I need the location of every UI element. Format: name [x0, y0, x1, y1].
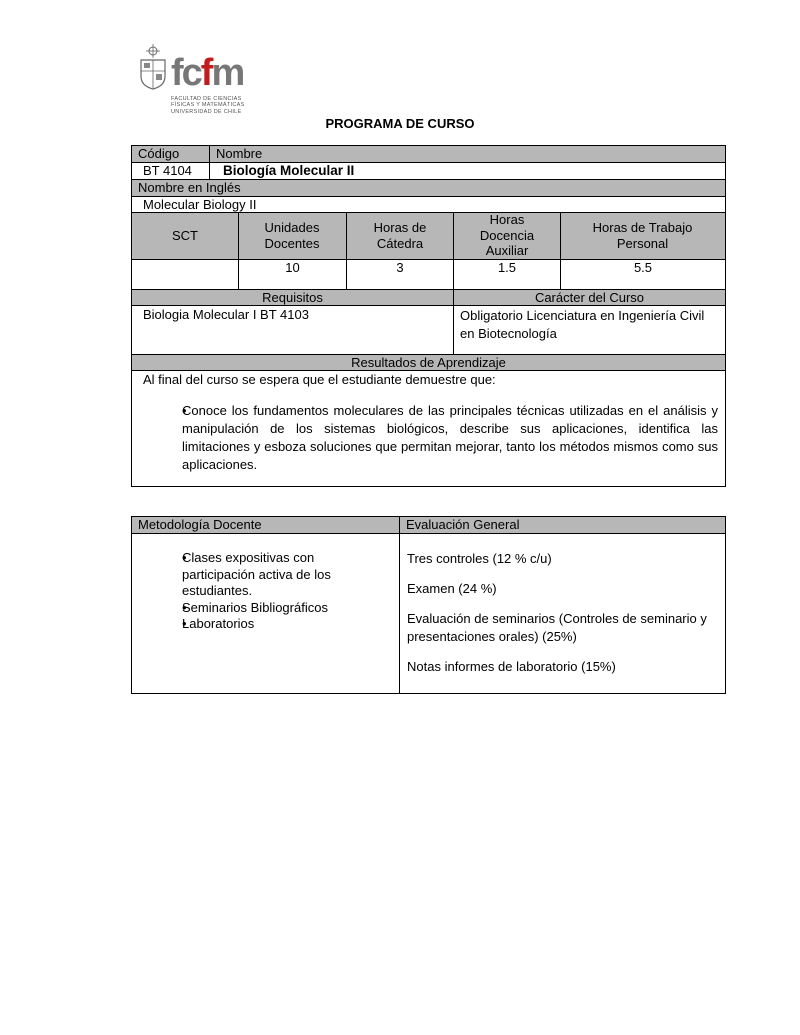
course-name: Biología Molecular II: [223, 163, 355, 178]
page-title: PROGRAMA DE CURSO: [325, 116, 475, 131]
english-name: Molecular Biology II: [143, 197, 257, 212]
evaluacion-header: Evaluación General: [400, 517, 725, 533]
list-item: • Laboratorios: [164, 616, 374, 633]
resultados-list: [164, 402, 718, 474]
evaluacion-item: Notas informes de laboratorio (15%): [407, 659, 616, 674]
resultados-intro: Al final del curso se espera que el estudiante demuestre que:: [143, 372, 496, 387]
english-name-header: Nombre en Inglés: [132, 180, 725, 196]
course-code: BT 4104: [143, 163, 192, 178]
resultados-header: Resultados de Aprendizaje: [132, 355, 725, 370]
requisitos-value: Biologia Molecular I BT 4103: [143, 307, 309, 322]
metodologia-list: [164, 550, 374, 633]
list-item: • Clases expositivas con participación activa de los estudiantes.: [164, 550, 374, 600]
evaluacion-list: [400, 550, 725, 676]
horas-catedra-header: Horas de Cátedra: [373, 220, 427, 251]
faculty-logo: [137, 44, 252, 120]
horas-trabajo-header: Horas de Trabajo Personal: [592, 220, 693, 251]
horas-catedra-value: 3: [396, 260, 404, 275]
metodologia-header: Metodología Docente: [132, 517, 399, 533]
logo-subtitle: FACULTAD DE CIENCIAS FÍSICAS Y MATEMÁTICAS UNIVERSIDAD DE CHILE: [171, 96, 245, 115]
university-crest-icon: [137, 44, 169, 90]
sct-header: SCT: [172, 228, 198, 243]
horas-auxiliar-header: Horas Docencia Auxiliar: [479, 212, 535, 258]
caracter-header: Carácter del Curso: [454, 290, 725, 305]
nombre-header: Nombre: [210, 146, 725, 162]
list-item: • Conoce los fundamentos moleculares de las principales técnicas utilizadas en el análisis y manipulación de los sistemas biológicos, describe sus aplicaciones, identifica las limitaciones y esboza soluciones que permitan mejorar, tanto los métodos mismos como sus aplicaciones.: [164, 402, 718, 474]
evaluacion-item: Examen (24 %): [407, 581, 497, 596]
unidades-docentes-value: 10: [285, 260, 300, 275]
horas-auxiliar-value: 1.5: [497, 260, 517, 275]
caracter-value: Obligatorio Licenciatura en Ingeniería Civil en Biotecnología: [460, 308, 705, 341]
list-item: • Seminarios Bibliográficos: [164, 600, 374, 617]
requisitos-header: Requisitos: [132, 290, 453, 305]
horas-trabajo-value: 5.5: [633, 260, 653, 275]
logo-wordmark: fcfm: [171, 52, 244, 94]
unidades-docentes-header: Unidades Docentes: [264, 220, 320, 251]
codigo-header: Código: [132, 146, 209, 162]
evaluacion-item: Tres controles (12 % c/u): [407, 551, 552, 566]
evaluacion-item: Evaluación de seminarios (Controles de seminario y presentaciones orales) (25%): [407, 611, 707, 644]
